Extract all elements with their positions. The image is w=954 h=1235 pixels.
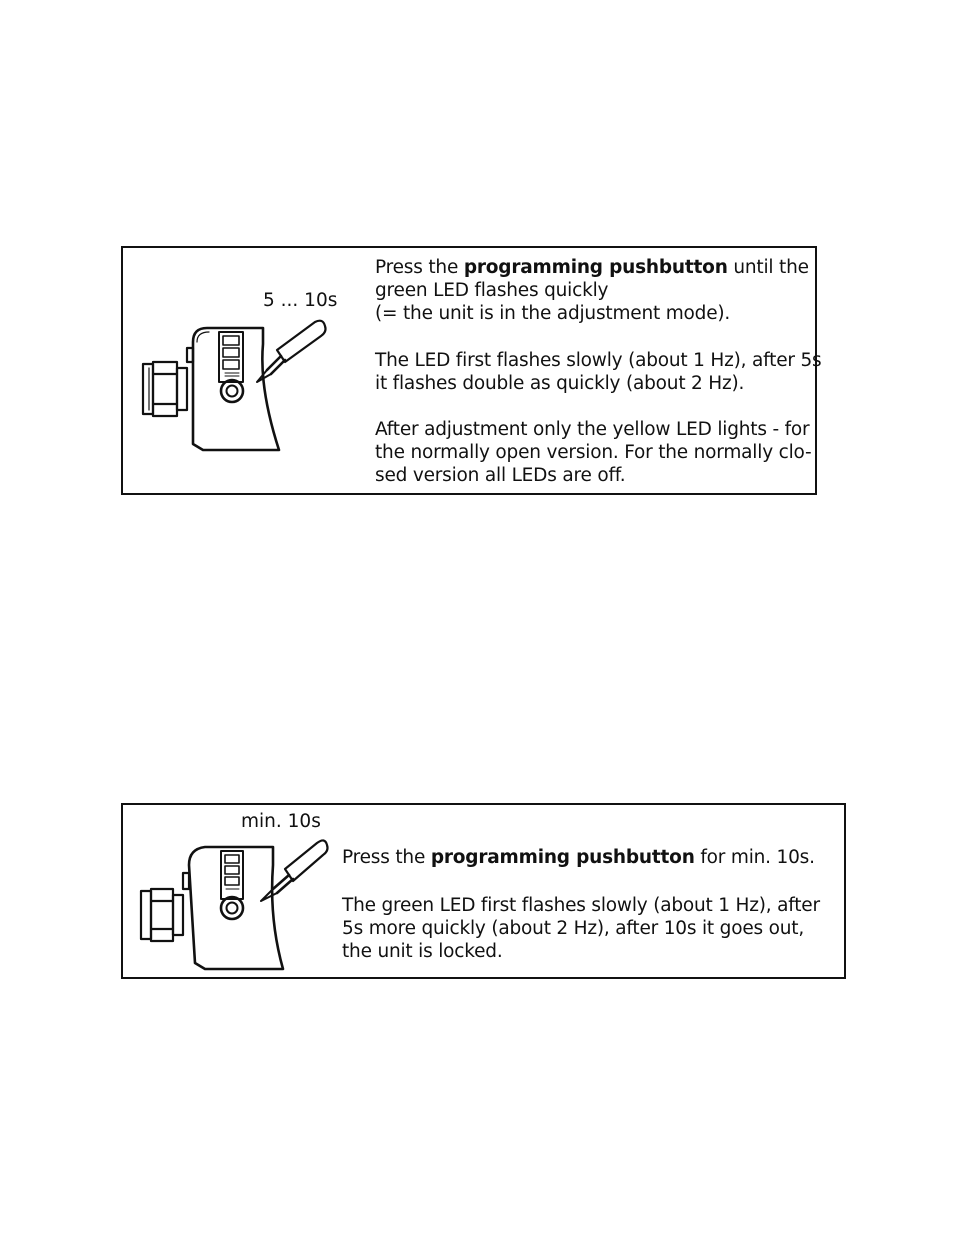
text-line: the unit is locked. xyxy=(342,941,503,963)
text-line: After adjustment only the yellow LED lights - for xyxy=(375,419,810,441)
paragraph-after-adjustment xyxy=(375,418,821,488)
instruction-box-lock xyxy=(121,803,846,979)
instruction-text xyxy=(342,846,820,963)
text-line: sed version all LEDs are off. xyxy=(375,465,626,487)
timing-label: 5 ... 10s xyxy=(263,290,338,311)
text-line: 5s more quickly (about 2 Hz), after 10s it goes out, xyxy=(342,917,805,939)
paragraph-flash-rate xyxy=(342,894,820,964)
paragraph-press xyxy=(342,846,820,869)
text-line: it flashes double as quickly (about 2 Hz). xyxy=(375,372,745,394)
text-line: (= the unit is in the adjustment mode). xyxy=(375,303,731,325)
connector-icon xyxy=(141,873,189,941)
text-segment: for min. 10s. xyxy=(694,847,815,868)
timing-label: min. 10s xyxy=(241,811,321,832)
paragraph-press xyxy=(375,256,821,326)
sensor-housing-icon xyxy=(189,847,283,969)
text-segment: Press the xyxy=(342,847,431,868)
text-line: The LED first flashes slowly (about 1 Hz), after 5s xyxy=(375,349,822,371)
bold-term: programming pushbutton xyxy=(430,847,695,868)
instruction-box-adjustment xyxy=(121,246,822,495)
sensor-housing-icon xyxy=(193,328,279,450)
bold-term: programming pushbutton xyxy=(463,257,728,278)
paragraph-flash-rate xyxy=(375,349,821,395)
screwdriver-icon xyxy=(261,840,328,901)
screwdriver-icon xyxy=(257,321,326,382)
text-line: the normally open version. For the normally clo- xyxy=(375,442,812,464)
text-segment: until the xyxy=(727,257,809,278)
sensor-screwdriver-illustration xyxy=(139,318,339,458)
text-line: green LED flashes quickly xyxy=(375,280,609,302)
sensor-screwdriver-illustration xyxy=(137,819,337,979)
instruction-text xyxy=(375,256,821,488)
connector-icon xyxy=(143,348,193,416)
text-line: The green LED first flashes slowly (about 1 Hz), after xyxy=(342,894,820,916)
text-segment: Press the xyxy=(375,257,464,278)
